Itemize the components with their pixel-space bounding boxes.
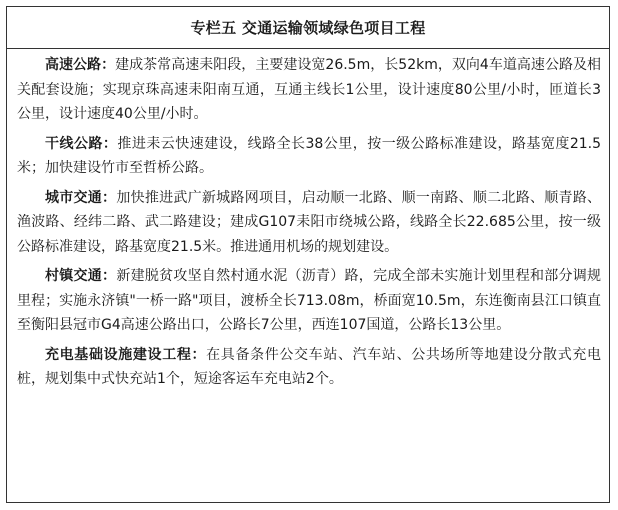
section-trunk-road [17, 132, 601, 181]
project-box [6, 6, 610, 503]
section-text: 在具备条件公交车站、汽车站、公共场所等地建设分散式充电桩，规划集中式快充站1个，短途客运车充电站2个。 [17, 346, 602, 387]
section-lead: 村镇交通： [45, 268, 117, 284]
section-lead: 充电基础设施建设工程： [45, 346, 207, 363]
section-village-traffic [17, 264, 601, 338]
section-text: 加快推进武广新城路网项目，启动顺一北路、顺一南路、顺二北路、顺青路、渔波路、经纬二路、武二路建设；建成G107耒阳市绕城公路，线路全长22.685公里，按一级公路标准建设，路基宽度21.5米。推进通用机场的规划建设。 [17, 189, 602, 255]
section-lead: 城市交通： [45, 189, 117, 206]
section-highway [17, 53, 601, 127]
section-text: 推进耒云快速建设，线路全长38公里，按一级公路标准建设，路基宽度21.5米；加快建设竹市至哲桥公路。 [17, 135, 601, 176]
box-content [7, 49, 609, 392]
box-title: 专栏五 交通运输领域绿色项目工程 [7, 7, 609, 49]
section-lead: 高速公路： [45, 57, 116, 73]
section-charging-infrastructure [17, 343, 601, 392]
section-lead: 干线公路： [45, 135, 118, 152]
section-text: 建成茶常高速耒阳段，主要建设宽26.5m，长52km，双向4车道高速公路及相关配套设施；实现京珠高速耒阳南互通，互通主线长1公里，设计速度80公里/小时，匝道长3公里，设计速度40公里/小时。 [17, 57, 602, 122]
section-text: 新建脱贫攻坚自然村通水泥（沥青）路，完成全部未实施计划里程和部分调规里程；实施永济镇"一桥一路"项目，渡桥全长713.08m，桥面宽10.5m，东连衡南县江口镇直至衡阳县冠市G4高速公路出口，公路长7公里，西连107国道，公路长13公里。 [17, 268, 602, 333]
section-urban-traffic [17, 186, 601, 260]
